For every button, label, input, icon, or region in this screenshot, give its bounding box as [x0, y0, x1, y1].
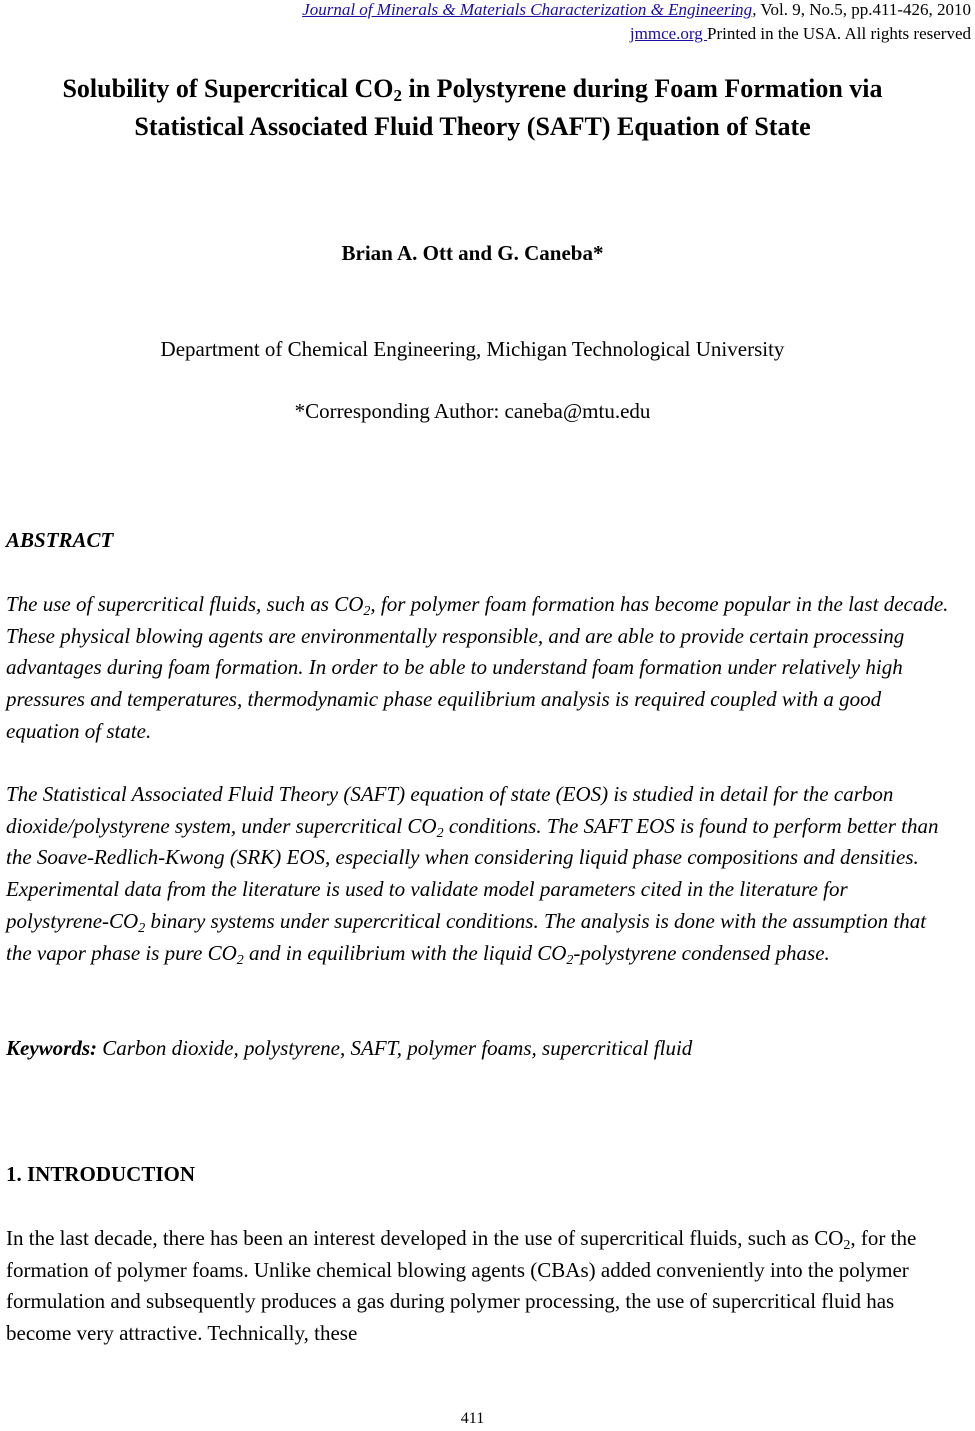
paper-title [0, 70, 945, 146]
title-line2: Statistical Associated Fluid Theory (SAFT) Equation of State [134, 112, 811, 141]
authors: Brian A. Ott and G. Caneba* [341, 241, 604, 265]
title-part2: in Polystyrene during Foam Formation via [402, 74, 883, 103]
introduction-paragraph-1 [6, 1223, 951, 1350]
subscript: 2 [843, 1238, 851, 1253]
text-span: , for the formation of polymer foams. Unlike chemical blowing agents (CBAs) added conveniently into the polymer formulation and subsequently produces a gas during polymer processing, the use of supercritical fluid has become very attractive. Technically, these [6, 1226, 917, 1346]
keywords-label: Keywords: [6, 1036, 97, 1060]
rights-text: Printed in the USA. All rights reserved [707, 24, 971, 43]
affiliation: Department of Chemical Engineering, Michigan Technological University [160, 337, 785, 361]
title-part1: Solubility of Supercritical CO [62, 74, 394, 103]
corresponding-author: *Corresponding Author: caneba@mtu.edu [294, 399, 651, 423]
subscript: 2 [566, 952, 574, 968]
text-span: , for polymer foam formation has become popular in the last decade. These physical blowing agents are environmentally responsible, and are able to provide certain processing advantages during foam formation. In order to be able to understand foam formation under relatively high pressures and temperatures, thermodynamic phase equilibrium analysis is required coupled with a good equation of state. [6, 592, 949, 743]
text-span: In the last decade, there has been an interest developed in the use of supercritical fluids, such as CO [6, 1226, 844, 1250]
text-span: The use of supercritical fluids, such as CO [6, 592, 364, 616]
title-subscript: 2 [393, 86, 402, 105]
subscript: 2 [138, 920, 146, 936]
subscript: 2 [436, 825, 444, 841]
abstract-heading: ABSTRACT [6, 528, 114, 552]
subscript: 2 [363, 604, 371, 619]
subscript: 2 [236, 952, 244, 968]
introduction-heading: 1. INTRODUCTION [6, 1162, 196, 1186]
text-span: and in equilibrium with the liquid CO [243, 940, 567, 965]
abstract-paragraph-1 [6, 589, 951, 748]
text-span: conditions. The SAFT EOS is found to perform better than the Soave-Redlich-Kwong (SRK) EOS, especially when considering liquid phase compositions and densities. Experimental data from the literature is used to validate model parameters cited in the literature for polystyrene-CO [6, 813, 939, 933]
text-span: -polystyrene condensed phase. [573, 940, 830, 965]
journal-header-line2 [630, 24, 971, 44]
page-number: 411 [460, 1410, 485, 1427]
text-span: binary systems under supercritical conditions. The analysis is done with the assumption that the vapor phase is pure CO [6, 908, 927, 965]
text-span: The Statistical Associated Fluid Theory (SAFT) equation of state (EOS) is studied in detail for the carbon dioxide/polystyrene system, under supercritical CO [6, 782, 894, 838]
keywords [6, 1033, 951, 1065]
abstract-paragraph-2 [6, 779, 951, 969]
journal-name-link[interactable]: Journal of Minerals & Materials Characterization & Engineering [302, 0, 753, 19]
volume-info: , Vol. 9, No.5, pp.411-426, 2010 [752, 0, 971, 19]
site-link[interactable]: jmmce.org [629, 24, 708, 43]
journal-header-line1 [302, 0, 971, 20]
keywords-text: Carbon dioxide, polystyrene, SAFT, polymer foams, supercritical fluid [97, 1036, 693, 1060]
